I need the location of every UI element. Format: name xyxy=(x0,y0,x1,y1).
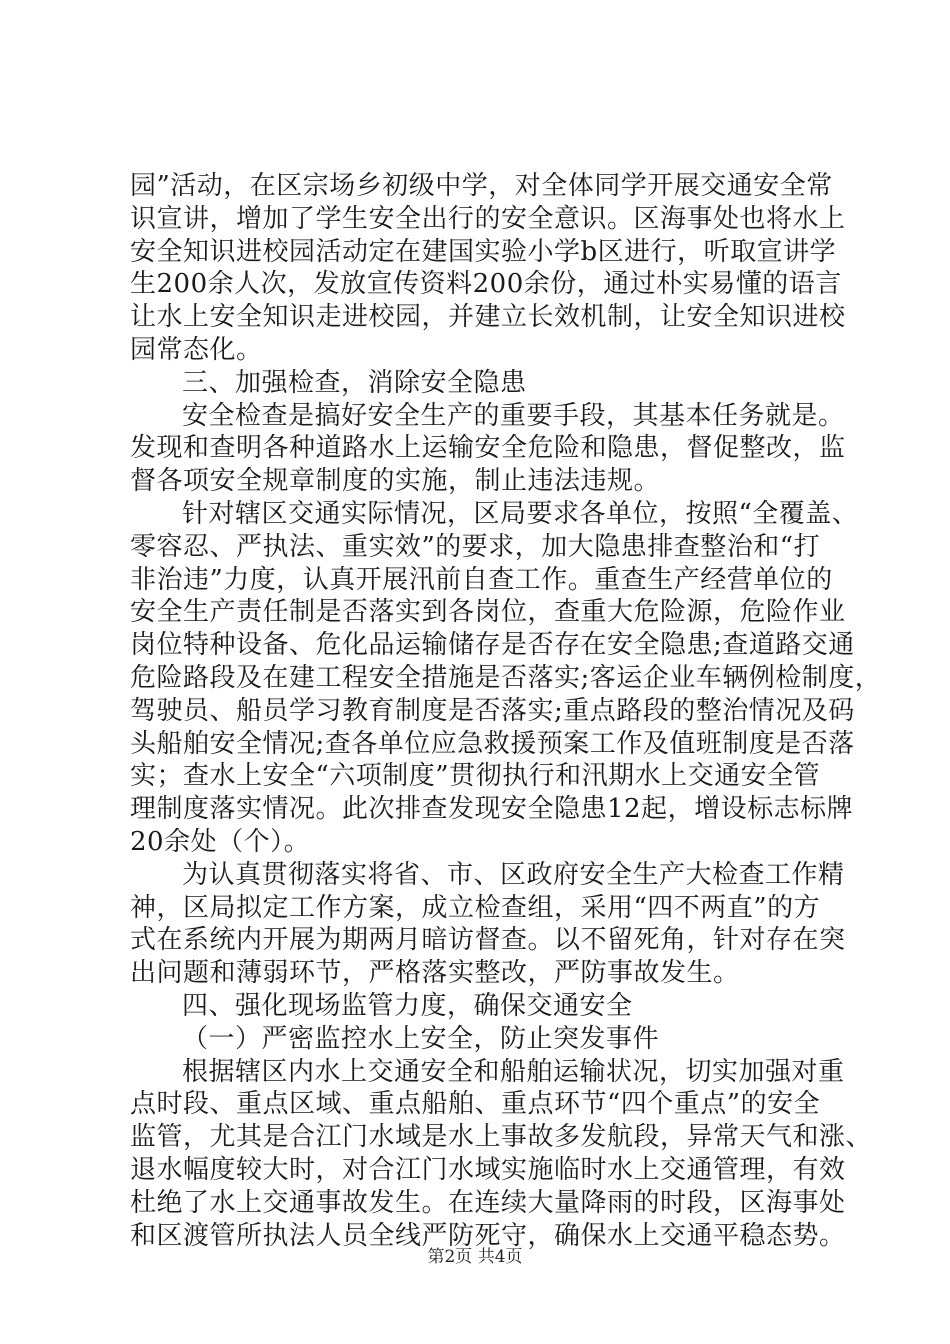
text-line: 理制度落实情况。此次排查发现安全隐患12起，增设标志标牌 xyxy=(130,794,854,825)
text-line: 和区渡管所执法人员全线严防死守，确保水上交通平稳态势。 xyxy=(130,1220,846,1251)
text-line: 为认真贯彻落实将省、市、区政府安全生产大检查工作精 xyxy=(182,859,845,890)
text-line: 监管，尤其是合江门水域是水上事故多发航段，异常天气和涨、 xyxy=(130,1122,873,1153)
text-line: 点时段、重点区域、重点船舶、重点环节“四个重点”的安全 xyxy=(130,1089,821,1120)
text-line: 让水上安全知识走进校园，并建立长效机制，让安全知识进校 xyxy=(130,302,846,333)
text-line: 实；查水上安全“六项制度”贯彻执行和汛期水上交通安全管 xyxy=(130,761,821,792)
text-line: 出问题和薄弱环节，严格落实整改，严防事故发生。 xyxy=(130,958,740,989)
text-line: 四、强化现场监管力度，确保交通安全 xyxy=(182,990,633,1021)
text-line: 安全检查是搞好安全生产的重要手段，其基本任务就是。 xyxy=(182,400,845,431)
page-footer: 第2页 共4页 xyxy=(427,1247,523,1267)
text-line: 园常态化。 xyxy=(130,334,263,365)
text-line: 零容忍、严执法、重实效”的要求，加大隐患排查整治和“打 xyxy=(130,531,821,562)
text-line: 三、加强检查，消除安全隐患 xyxy=(182,367,527,398)
document-body xyxy=(130,170,882,1252)
text-line: 20余处（个）。 xyxy=(130,826,311,857)
text-line: 生200余人次，发放宣传资料200余份，通过朴实易懂的语言 xyxy=(130,269,842,300)
text-line: 园”活动，在区宗场乡初级中学，对全体同学开展交通安全常 xyxy=(130,171,833,201)
text-line: 发现和查明各种道路水上运输安全危险和隐患，督促整改，监 xyxy=(130,433,846,464)
text-line: 危险路段及在建工程安全措施是否落实;客运企业车辆例检制度， xyxy=(130,662,882,693)
text-line: 根据辖区内水上交通安全和船舶运输状况，切实加强对重 xyxy=(182,1056,845,1087)
text-line: 杜绝了水上交通事故发生。在连续大量降雨的时段，区海事处 xyxy=(130,1187,846,1218)
text-line: 针对辖区交通实际情况，区局要求各单位，按照“全覆盖、 xyxy=(182,498,859,529)
text-line: 退水幅度较大时，对合江门水域实施临时水上交通管理，有效 xyxy=(130,1154,846,1185)
text-line: 驾驶员、船员学习教育制度是否落实;重点路段的整治情况及码 xyxy=(130,695,855,726)
text-line: 督各项安全规章制度的实施，制止违法违规。 xyxy=(130,466,661,497)
text-line: 安全生产责任制是否落实到各岗位，查重大危险源，危险作业 xyxy=(130,597,846,628)
text-line: 神，区局拟定工作方案，成立检查组，采用“四不两直”的方 xyxy=(130,892,821,923)
text-line: 式在系统内开展为期两月暗访督查。以不留死角，针对存在突 xyxy=(130,925,846,956)
text-line: 安全知识进校园活动定在建国实验小学b区进行，听取宣讲学 xyxy=(130,236,837,267)
text-line: 识宣讲，增加了学生安全出行的安全意识。区海事处也将水上 xyxy=(130,203,846,234)
text-line: （一）严密监控水上安全，防止突发事件 xyxy=(182,1023,660,1054)
text-line: 非治违”力度，认真开展汛前自查工作。重查生产经营单位的 xyxy=(130,564,833,595)
text-line: 岗位特种设备、危化品运输储存是否存在安全隐患;查道路交通 xyxy=(130,630,855,661)
text-line: 头船舶安全情况;查各单位应急救援预案工作及值班制度是否落 xyxy=(130,728,855,759)
